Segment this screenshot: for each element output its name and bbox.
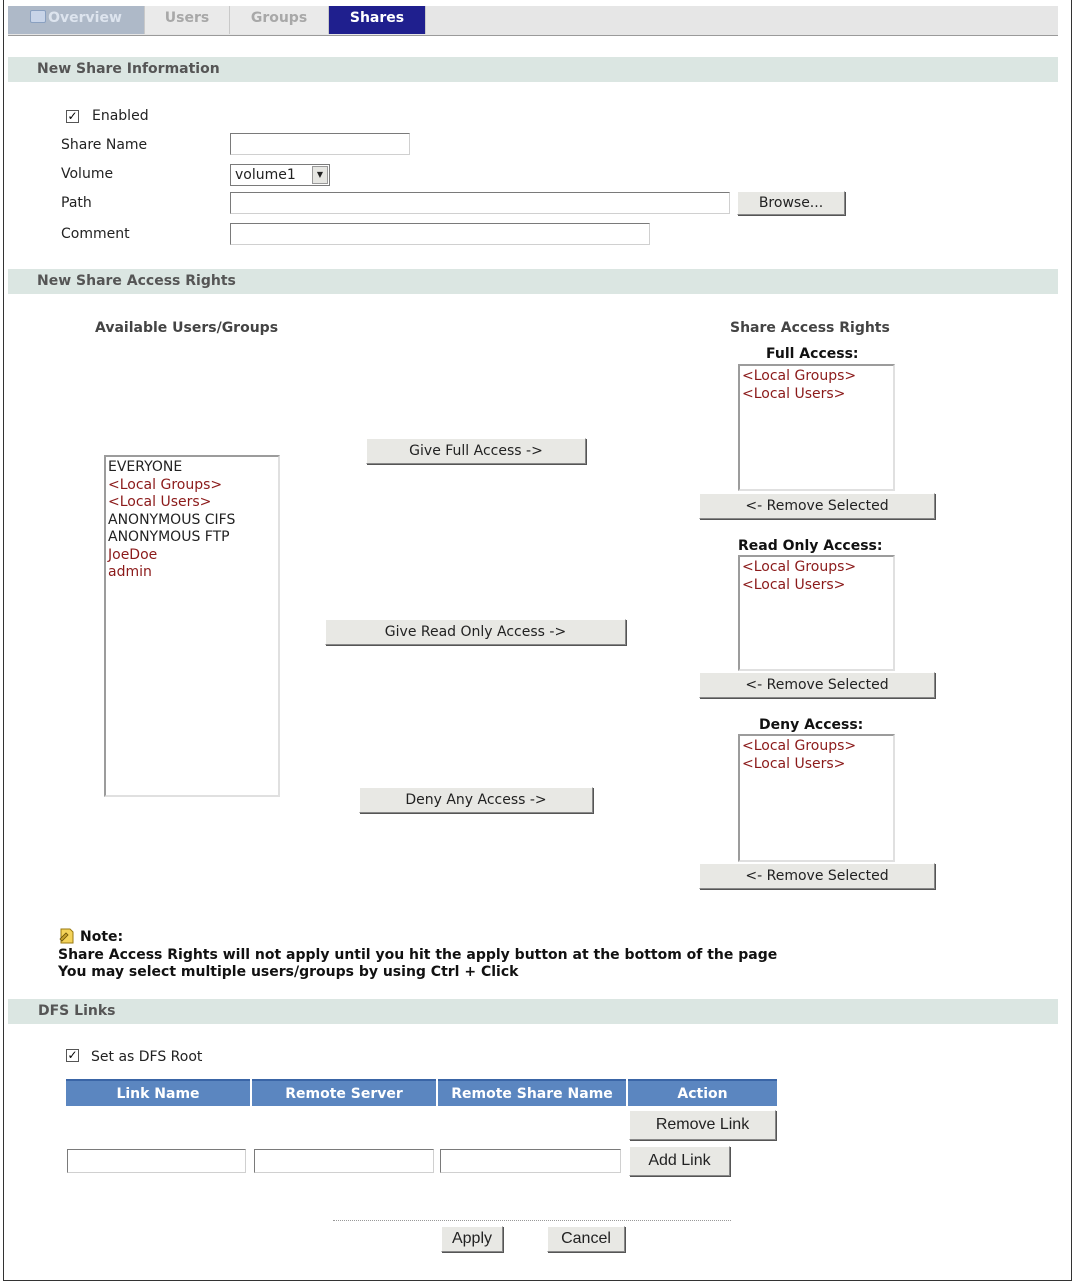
share-access-rights-heading: Share Access Rights: [730, 320, 890, 336]
list-item[interactable]: <Local Users>: [742, 755, 846, 772]
path-input[interactable]: [230, 192, 730, 214]
column-remote-server: Remote Server: [252, 1079, 436, 1106]
remote-server-input[interactable]: [254, 1149, 434, 1173]
list-item[interactable]: EVERYONE: [108, 459, 183, 475]
list-item[interactable]: <Local Groups>: [742, 368, 857, 384]
give-read-only-access-button[interactable]: Give Read Only Access ->: [325, 619, 626, 645]
volume-select[interactable]: [230, 164, 330, 186]
available-users-groups-heading: Available Users/Groups: [95, 320, 279, 336]
remove-selected-read-button[interactable]: <- Remove Selected: [699, 672, 935, 698]
list-item[interactable]: <Local Groups>: [108, 476, 223, 493]
tab-groups[interactable]: Groups: [230, 6, 329, 34]
give-full-access-button[interactable]: Give Full Access ->: [366, 438, 586, 464]
note-line-2: You may select multiple users/groups by using Ctrl + Click: [58, 964, 519, 980]
footer-divider: [333, 1220, 731, 1221]
remote-share-name-input[interactable]: [440, 1149, 621, 1173]
share-name-label: Share Name: [61, 137, 148, 153]
dfs-root-checkbox[interactable]: ✓: [67, 1048, 78, 1062]
deny-access-heading: Deny Access:: [759, 717, 864, 733]
list-item[interactable]: <Local Users>: [742, 385, 846, 402]
column-link-name: Link Name: [66, 1079, 250, 1106]
comment-label: Comment: [61, 226, 130, 242]
list-item[interactable]: <Local Users>: [108, 494, 212, 510]
deny-any-access-button[interactable]: Deny Any Access ->: [359, 787, 593, 813]
list-item[interactable]: admin: [108, 564, 152, 580]
section-new-share-access-rights: New Share Access Rights: [8, 269, 1058, 294]
deny-access-list[interactable]: [738, 734, 895, 862]
section-new-share-information: New Share Information: [8, 57, 1058, 82]
volume-label: Volume: [61, 166, 114, 182]
volume-select-value: volume1: [235, 167, 296, 183]
tab-users[interactable]: Users: [145, 6, 230, 34]
share-name-input[interactable]: [230, 133, 410, 155]
note-icon: [58, 927, 76, 949]
browse-button[interactable]: Browse...: [737, 191, 845, 215]
overview-icon: [30, 10, 46, 23]
list-item[interactable]: <Local Groups>: [742, 738, 857, 754]
apply-button[interactable]: Apply: [441, 1226, 503, 1252]
path-label: Path: [61, 195, 92, 211]
full-access-list[interactable]: [738, 364, 895, 491]
full-access-heading: Full Access:: [766, 346, 859, 362]
list-item[interactable]: ANONYMOUS CIFS: [108, 511, 236, 528]
remove-link-button[interactable]: Remove Link: [629, 1110, 776, 1140]
note-title: Note:: [80, 929, 124, 945]
enabled-label: Enabled: [92, 108, 149, 124]
column-remote-share-name: Remote Share Name: [438, 1079, 626, 1106]
note-line-1: Share Access Rights will not apply until you hit the apply button at the bottom of the page: [58, 947, 778, 963]
add-link-button[interactable]: Add Link: [629, 1146, 730, 1176]
tab-overview[interactable]: Overview: [8, 6, 145, 34]
enabled-checkbox[interactable]: ✓: [67, 109, 78, 123]
comment-input[interactable]: [230, 223, 650, 245]
remove-selected-full-button[interactable]: <- Remove Selected: [699, 493, 935, 519]
section-dfs-links: DFS Links: [8, 999, 1058, 1024]
cancel-button[interactable]: Cancel: [547, 1226, 625, 1252]
available-users-groups-list[interactable]: [104, 455, 280, 797]
read-only-access-list[interactable]: [738, 555, 895, 671]
read-only-access-heading: Read Only Access:: [738, 538, 883, 554]
list-item[interactable]: <Local Users>: [742, 576, 846, 593]
list-item[interactable]: ANONYMOUS FTP: [108, 529, 230, 545]
list-item[interactable]: JoeDoe: [108, 546, 158, 563]
link-name-input[interactable]: [67, 1149, 246, 1173]
remove-selected-deny-button[interactable]: <- Remove Selected: [699, 863, 935, 889]
list-item[interactable]: <Local Groups>: [742, 559, 857, 575]
column-action: Action: [628, 1079, 777, 1106]
dfs-root-label: Set as DFS Root: [91, 1049, 203, 1065]
tab-bar: [8, 6, 1058, 36]
chevron-down-icon[interactable]: ▼: [312, 166, 328, 184]
tab-shares[interactable]: Shares: [329, 6, 426, 34]
